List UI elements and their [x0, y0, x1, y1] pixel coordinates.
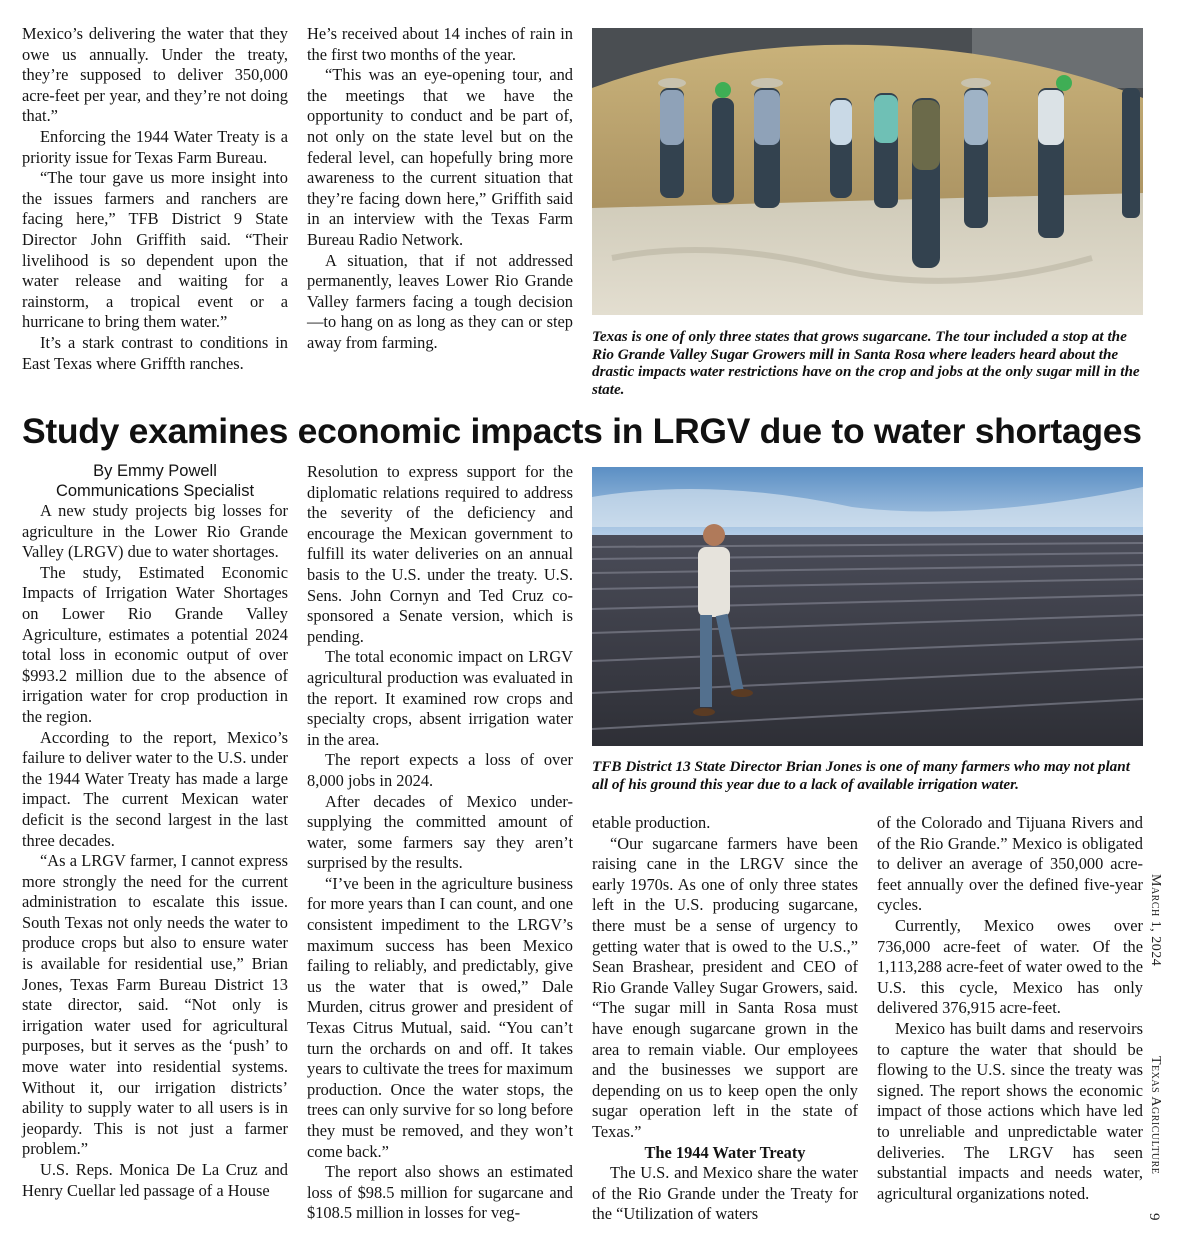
headline: Study examines economic impacts in LRGV due to water shortages [22, 411, 1142, 451]
article-column-1 [22, 461, 288, 1201]
paragraph: After decades of Mexico under-supplying the committed amount of water, some farmers say they aren’t surprised by the results. [307, 791, 573, 873]
paragraph: Currently, Mexico owes over 736,000 acre-feet of water. Of the 1,113,288 acre-feet of water owed to the U.S. this cycle, Mexico has only delivered 376,915 acre-feet. [877, 915, 1143, 1018]
paragraph: U.S. Reps. Monica De La Cruz and Henry Cuellar led passage of a House [22, 1160, 288, 1200]
publication-name: Texas Agriculture [1148, 1056, 1163, 1175]
article-column-2 [307, 462, 573, 1224]
article-column-3 [592, 813, 858, 1225]
top-column-2 [307, 24, 573, 354]
page-number: 9 [1146, 1213, 1162, 1221]
paragraph: “I’ve been in the agriculture business for more years than I can count, and one consistent impediment to the LRGV’s maximum success has been Mexico failing to reliably, and predictably, give us the water that is owed,” Dale Murden, citrus grower and president of Texas Citrus Mutual, said. “You can’t turn the orchards on and off. It takes years to cultivate the trees for maximum production. Once the water stops, the trees can only survive for so long before they must be removed, and they won’t come back.” [307, 873, 573, 1161]
paragraph: Enforcing the 1944 Water Treaty is a priority issue for Texas Farm Bureau. [22, 126, 288, 167]
paragraph: of the Colorado and Tijuana Rivers and of the Rio Grande.” Mexico is obligated to deliver an average of 350,000 acre-feet annually over the defined five-year cycles. [877, 813, 1143, 915]
top-column-1 [22, 24, 288, 374]
paragraph: He’s received about 14 inches of rain in the first two months of the year. [307, 24, 573, 64]
paragraph: “The tour gave us more insight into the issues farmers and ranchers are facing here,” TFB District 9 State Director John Griffith said. “Their livelihood is so dependent upon the water release and waiting for a rainstorm, a tropical event or a hurricane to bring them water.” [22, 168, 288, 332]
paragraph: etable production. [592, 813, 711, 832]
paragraph: A situation, that if not addressed permanently, leaves Lower Rio Grande Valley farmers facing a tough decision—to hang on as long as they can or step away from farming. [307, 250, 573, 352]
paragraph: The report also shows an estimated loss of $98.5 million for sugarcane and $108.5 million in losses for veg- [307, 1162, 573, 1223]
byline-author: By Emmy Powell [93, 462, 217, 480]
paragraph: It’s a stark contrast to conditions in East Texas where Griffth ranches. [22, 332, 288, 373]
byline-title: Communications Specialist [55, 482, 255, 500]
subhead: The 1944 Water Treaty [644, 1142, 806, 1162]
paragraph: The total economic impact on LRGV agricultural production was evaluated in the report. It examined row crops and specialty crops, absent irrigation water in the area. [307, 647, 573, 749]
paragraph: Mexico’s delivering the water that they owe us annually. Under the treaty, they’re supposed to deliver 350,000 acre-feet per year, and they’re not doing that.” [22, 24, 288, 126]
article-column-4 [877, 813, 1143, 1204]
paragraph: “As a LRGV farmer, I cannot express more strongly the need for the current administration to escalate this issue. South Texas not only needs the water to produce crops but also to ensure water is available for residential use,” Brian Jones, Texas Farm Bureau District 13 state director, said. “Not only is irrigation water used for agricultural purposes, but it serves as the ‘push’ to move water into residential systems. Without it, our irrigation districts’ ability to supply water to all users is in jeopardy. This is not just a farmer problem.” [22, 851, 288, 1159]
sugar-mill-photo [592, 28, 1143, 315]
paragraph: “Our sugarcane farmers have been raising cane in the LRGV since the early 1970s. As one of only three states left in the U.S. producing sugarcane, there must be a sense of urgency to getting water that is owed to the U.S.,” Sean Brashear, president and CEO of Rio Grande Valley Sugar Growers, said. “The sugar mill in Santa Rosa must have enough sugarcane grown in the area to remain viable. Our employees and the businesses we support are depending on us to keep open the only sugar operation left in the state of Texas.” [592, 833, 858, 1141]
paragraph: “This was an eye-opening tour, and the meetings that we have the opportunity to conduct and be part of, not only on the state level but on the federal level, can hopefully bring more awareness to the current situation that they’re facing down here,” Griffith said in an interview with the Texas Farm Bureau Radio Network. [307, 65, 573, 249]
field-photo [592, 467, 1143, 746]
paragraph: The U.S. and Mexico share the water of the Rio Grande under the Treaty for the “Utilization of waters [592, 1163, 858, 1224]
photo-caption: Texas is one of only three states that grows sugarcane. The tour included a stop at the Rio Grande Valley Sugar Growers mill in Santa Rosa where leaders heard about the drastic impacts water restrictions have on the crop and jobs at the only sugar mill in the state. [592, 328, 1140, 398]
paragraph: A new study projects big losses for agriculture in the Lower Rio Grande Valley (LRGV) due to water shortages. [22, 501, 288, 562]
paragraph: The study, Estimated Economic Impacts of Irrigation Water Shortages on Lower Rio Grande Valley Agriculture, estimates a potential 2024 total loss in economic output of over $993.2 million due to the absence of irrigation water for crop production in the region. [22, 562, 288, 726]
photo-caption: TFB District 13 State Director Brian Jones is one of many farmers who may not plant all of his ground this year due to a lack of available irrigation water. [592, 758, 1130, 793]
issue-date: March 1, 2024 [1148, 874, 1163, 967]
paragraph: Resolution to express support for the diplomatic relations required to address the severity of the deficiency and encourage the Mexican government to fulfill its water deliveries on an annual basis to the U.S. under the treaty. U.S. Sens. John Cornyn and Ted Cruz co-sponsored a Senate version, which is pending. [307, 462, 573, 646]
paragraph: Mexico has built dams and reservoirs to capture the water that should be flowing to the U.S. since the treaty was signed. The report shows the economic impact of those actions which have led to unreliable and unpredictable water deliveries. The LRGV has seen substantial impacts and needs water, agricultural organizations noted. [877, 1018, 1143, 1203]
paragraph: According to the report, Mexico’s failure to deliver water to the U.S. under the 1944 Water Treaty has made a large impact. The current Mexican water deficit is the second largest in the last three decades. [22, 727, 288, 850]
paragraph: The report expects a loss of over 8,000 jobs in 2024. [307, 750, 573, 790]
